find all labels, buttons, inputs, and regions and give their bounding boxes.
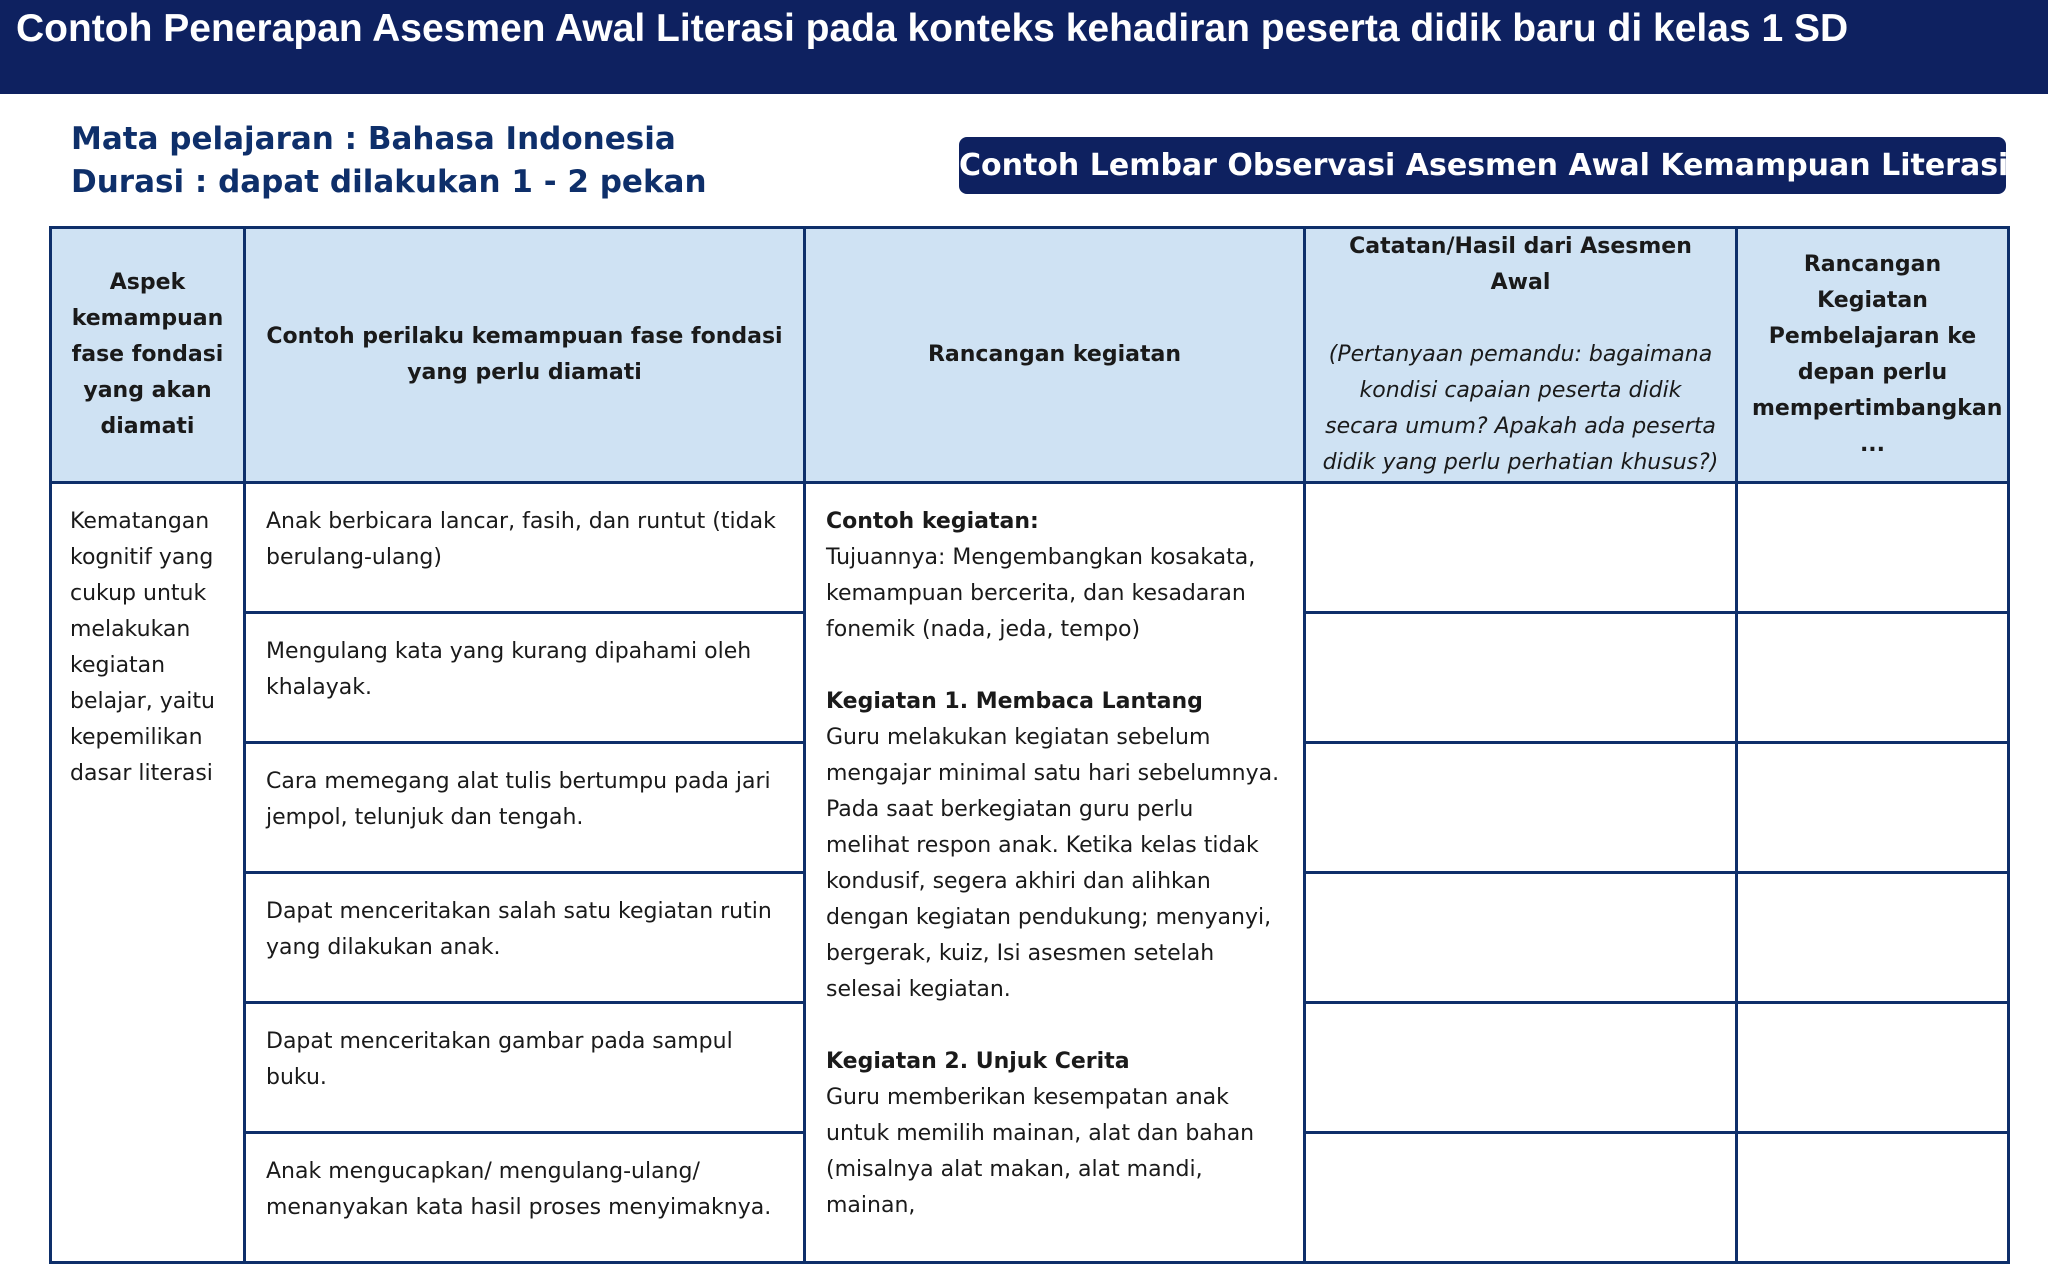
header-aspek: Aspek kemampuan fase fondasi yang akan diamati <box>51 228 245 483</box>
notes-cell[interactable] <box>1305 743 1737 873</box>
plan-cell[interactable] <box>1737 1003 2009 1133</box>
notes-cell[interactable] <box>1305 483 1737 613</box>
behavior-cell: Dapat menceritakan salah satu kegiatan rutin yang dilakukan anak. <box>245 873 805 1003</box>
activity-spacer <box>826 1008 1283 1044</box>
header-notes-title: Catatan/Hasil dari Asesmen Awal <box>1349 234 1692 295</box>
observation-table <box>49 226 2010 1264</box>
header-plan: Rancangan Kegiatan Pembelajaran ke depan perlu mempertimbangkan ... <box>1737 228 2009 483</box>
notes-cell[interactable] <box>1305 873 1737 1003</box>
behavior-cell: Dapat menceritakan gambar pada sampul buku. <box>245 1003 805 1133</box>
behavior-cell: Mengulang kata yang kurang dipahami oleh khalayak. <box>245 613 805 743</box>
duration-line: Durasi : dapat dilakukan 1 - 2 pekan <box>71 164 707 200</box>
notes-cell[interactable] <box>1305 613 1737 743</box>
plan-cell[interactable] <box>1737 483 2009 613</box>
header-behavior: Contoh perilaku kemampuan fase fondasi yang perlu diamati <box>245 228 805 483</box>
activity-spacer <box>826 648 1283 684</box>
header-notes-hint: (Pertanyaan pemandu: bagaimana kondisi capaian peserta didik secara umum? Apakah ada peserta didik yang perlu perhatian khusus?) <box>1322 342 1719 475</box>
header-notes <box>1305 228 1737 483</box>
activity-cell <box>805 483 1305 1263</box>
activity-intro-text: Tujuannya: Mengembangkan kosakata, kemampuan bercerita, dan kesadaran fonemik (nada, jeda, tempo) <box>826 545 1256 642</box>
notes-cell[interactable] <box>1305 1133 1737 1263</box>
subject-line: Mata pelajaran : Bahasa Indonesia <box>71 121 676 157</box>
header-activity: Rancangan kegiatan <box>805 228 1305 483</box>
table-header-row <box>51 228 2009 483</box>
activity-k2-text: Guru memberikan kesempatan anak untuk memilih mainan, alat dan bahan (misalnya alat makan, alat mandi, mainan, <box>826 1085 1255 1218</box>
activity-intro-heading: Contoh kegiatan: <box>826 509 1039 534</box>
title-bar <box>0 0 2048 94</box>
behavior-cell: Cara memegang alat tulis bertumpu pada jari jempol, telunjuk dan tengah. <box>245 743 805 873</box>
page-title: Contoh Penerapan Asesmen Awal Literasi pada konteks kehadiran peserta didik baru di kelas 1 SD <box>16 7 1849 50</box>
plan-cell[interactable] <box>1737 613 2009 743</box>
plan-cell[interactable] <box>1737 1133 2009 1263</box>
plan-cell[interactable] <box>1737 743 2009 873</box>
activity-k1-text: Guru melakukan kegiatan sebelum mengajar minimal satu hari sebelumnya. Pada saat berkegiatan guru perlu melihat respon anak. Ketika kelas tidak kondusif, segera akhiri dan alihkan dengan kegiatan pendukung; menyanyi, bergerak, kuiz, Isi asesmen setelah selesai kegiatan. <box>826 725 1280 1002</box>
behavior-cell: Anak berbicara lancar, fasih, dan runtut (tidak berulang-ulang) <box>245 483 805 613</box>
notes-cell[interactable] <box>1305 1003 1737 1133</box>
table-row <box>51 483 2009 613</box>
activity-k2-heading: Kegiatan 2. Unjuk Cerita <box>826 1049 1130 1074</box>
plan-cell[interactable] <box>1737 873 2009 1003</box>
subject-info <box>71 118 707 204</box>
observation-sheet-label: Contoh Lembar Observasi Asesmen Awal Kemampuan Literasi <box>959 137 2006 194</box>
aspek-cell: Kematangan kognitif yang cukup untuk melakukan kegiatan belajar, yaitu kepemilikan dasar literasi <box>51 483 245 1263</box>
behavior-cell: Anak mengucapkan/ mengulang-ulang/ menanyakan kata hasil proses menyimaknya. <box>245 1133 805 1263</box>
activity-k1-heading: Kegiatan 1. Membaca Lantang <box>826 689 1203 714</box>
